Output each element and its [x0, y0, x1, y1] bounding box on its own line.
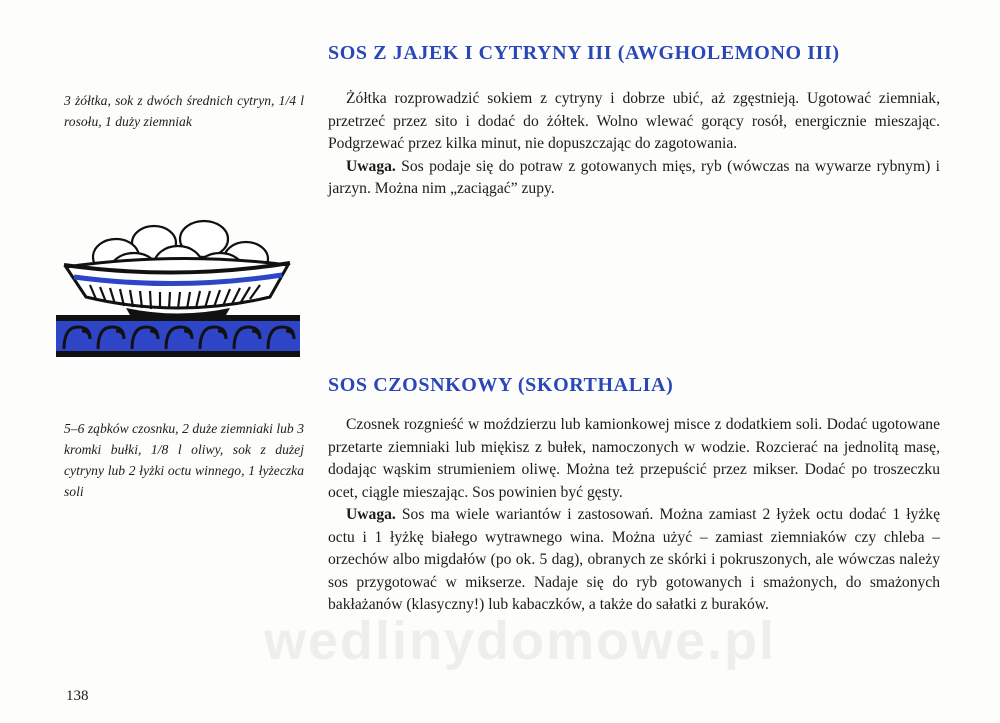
egg-bowl-illustration-icon: [56, 215, 300, 360]
recipe2-paragraph: Czosnek rozgnieść w moździerzu lub kamionkowej misce z dodatkiem soli. Dodać ugotowane przetarte ziemniaki lub miękisz z bułek, namoczonych w wodzie. Rozcierać na jednolitą masę, dodając wąskim strumieniem oliwę. Można też przepuścić przez mikser. Dodać po troszeczku ocet, ciągle mieszając. Sos powinien być gęsty.: [328, 416, 940, 501]
recipe1-ingredients: 3 żółtka, sok z dwóch średnich cytryn, 1/4 l rosołu, 1 duży ziemniak: [64, 93, 304, 129]
recipe2-note-label: Uwaga.: [346, 506, 396, 523]
recipe2-ingredients: 5–6 ząbków czosnku, 2 duże ziemniaki lub 3 kromki bułki, 1/8 l oliwy, sok z dużej cytryny lub 2 łyżki octu winnego, 1 łyżeczka soli: [64, 421, 304, 499]
recipe2-note: [328, 504, 940, 617]
recipe1-body: [328, 88, 940, 201]
recipe1-note-text: Sos podaje się do potraw z gotowanych mięs, ryb (wówczas na wywarze rybnym) i jarzyn. Można nim „zaciągać” zupy.: [328, 157, 940, 197]
recipe1-title: SOS Z JAJEK I CYTRYNY III (AWGHOLEMONO III): [328, 42, 840, 64]
recipe2-note-text: Sos ma wiele wariantów i zastosowań. Można zamiast 2 łyżek octu dodać 1 łyżkę octu i 1 łyżkę białego wytrawnego wina. Można użyć – zamiast ziemniaków czy chleba – orzechów albo migdałów (po ok. 5 dag), obranych ze skórki i pokruszonych, ale wówczas należy sos przygotować w mikserze. Nadaje się do ryb gotowanych i smażonych, do smażonych bakłażanów (klasyczny!) lub kabaczków, a także do sałatki z buraków.: [328, 506, 940, 613]
page-number: 138: [66, 688, 89, 704]
watermark: wedlinydomowe.pl: [263, 611, 777, 671]
recipe2-title: SOS CZOSNKOWY (SKORTHALIA): [328, 374, 674, 396]
recipe1-note-label: Uwaga.: [346, 157, 396, 175]
recipe1-note: [328, 156, 940, 201]
recipe2-body: [328, 414, 940, 617]
recipe1-paragraph: Żółtka rozprowadzić sokiem z cytryny i dobrze ubić, aż zgęstnieją. Ugotować ziemniak, przetrzeć przez sito i dodać do żółtek. Wolno wlewać gorący rosół, energicznie mieszając. Podgrzewać przez kilka minut, nie dopuszczając do zagotowania.: [328, 90, 940, 152]
